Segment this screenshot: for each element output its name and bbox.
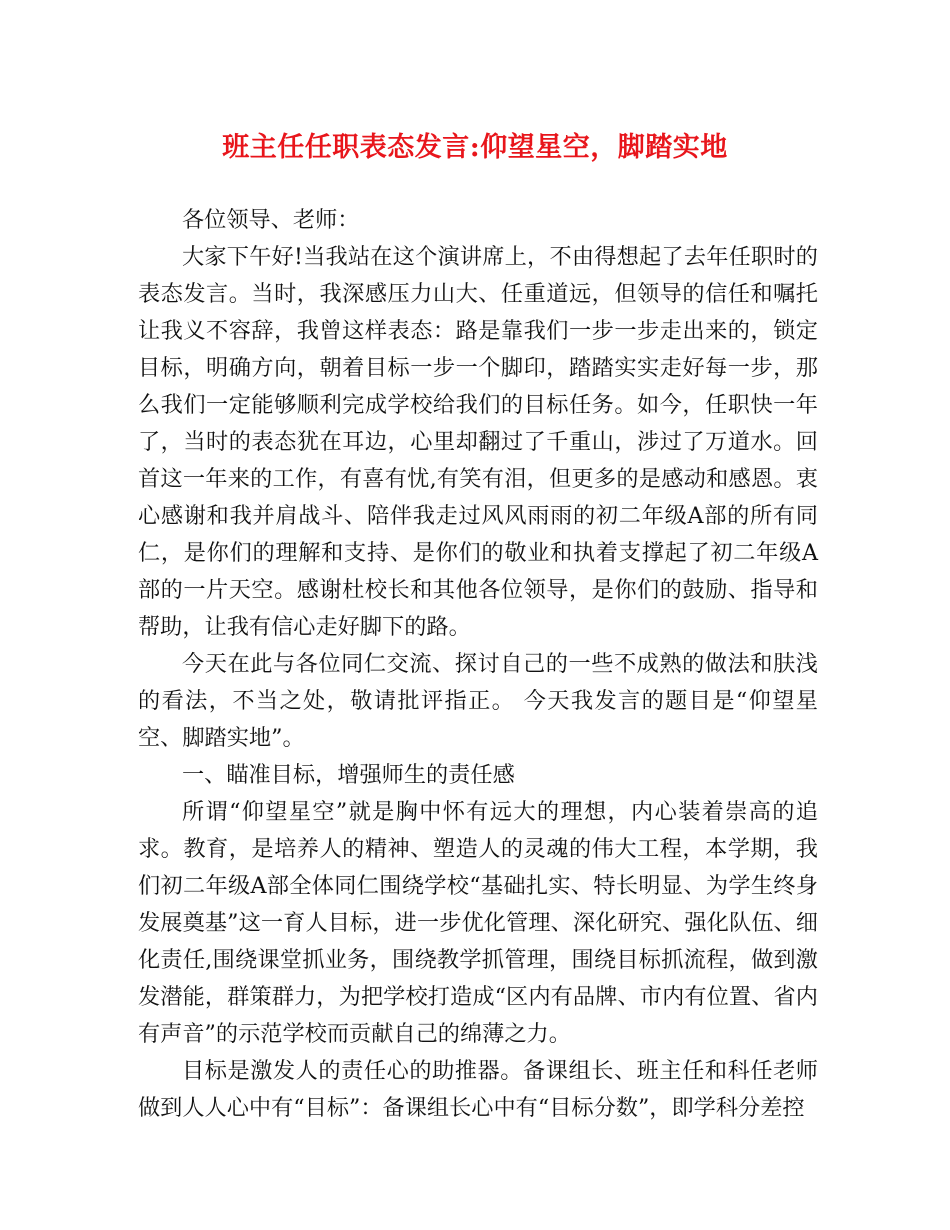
salutation-paragraph: 各位领导、老师： xyxy=(182,207,360,233)
opening-paragraph: 大家下午好!当我站在这个演讲席上，不由得想起了去年任职时的表态发言。当时，我深感压力山大、任重道远，但领导的信任和嘱托让我义不容辞，我曾这样表态：路是靠我们一步一步走出来的，锁定目标，明确方向，朝着目标一步一个脚印，踏踏实实走好每一步，那么我们一定能够顺利完成学校给我们的目标任务。如今，任职快一年了，当时的表态犹在耳边，心里却翻过了千重山，涉过了万道水。回首这一年来的工作，有喜有忧,有笑有泪，但更多的是感动和感恩。衷心感谢和我并肩战斗、陪伴我走过风风雨雨的初二年级A部的所有同仁，是你们的理解和支持、是你们的敬业和执着支撑起了初二年级A部的一片天空。感谢杜校长和其他各位领导，是你们的鼓励、指导和帮助，让我有信心走好脚下的路。 xyxy=(138,244,818,640)
document-body xyxy=(138,202,818,1127)
goal-paragraph: 目标是激发人的责任心的助推器。备课组长、班主任和科任老师做到人人心中有“目标”：备课组长心中有“目标分数”，即学科分差控 xyxy=(138,1058,818,1121)
stargazing-paragraph: 所谓“仰望星空”就是胸中怀有远大的理想，内心装着崇高的追求。教育，是培养人的精神、塑造人的灵魂的伟大工程，本学期，我们初二年级A部全体同仁围绕学校“基础扎实、特长明显、为学生终身发展奠基”这一育人目标，进一步优化管理、深化研究、强化队伍、细化责任,围绕课堂抓业务，围绕教学抓管理，围绕目标抓流程，做到激发潜能，群策群力，为把学校打造成“区内有品牌、市内有位置、省内有声音”的示范学校而贡献自己的绵薄之力。 xyxy=(138,799,818,1047)
topic-paragraph: 今天在此与各位同仁交流、探讨自己的一些不成熟的做法和肤浅的看法，不当之处，敬请批评指正。 今天我发言的题目是“仰望星空、脚踏实地”。 xyxy=(138,651,818,751)
document-title: 班主任任职表态发言:仰望星空，脚踏实地 xyxy=(222,132,728,163)
section-heading: 一、瞄准目标，增强师生的责任感 xyxy=(182,762,515,788)
